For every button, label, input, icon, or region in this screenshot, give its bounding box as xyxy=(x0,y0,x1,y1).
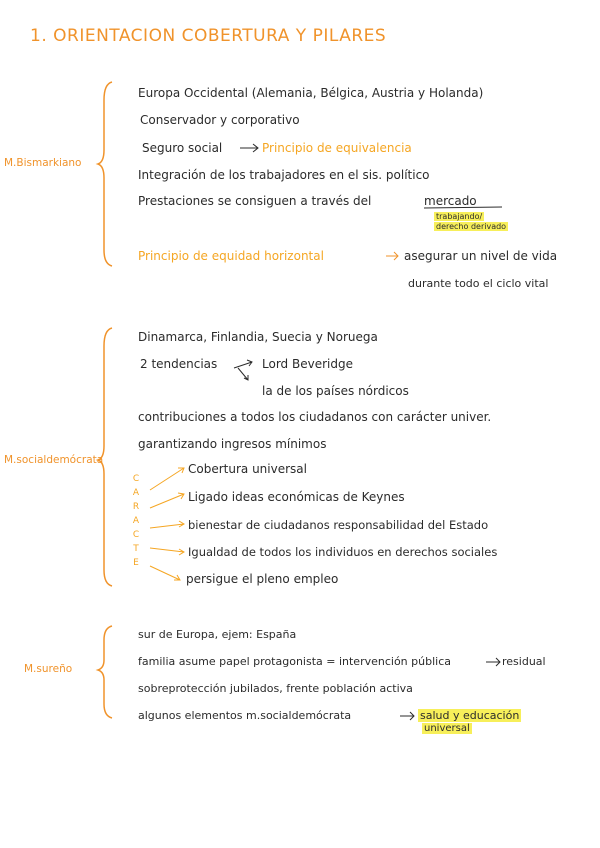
word-mercado: mercado xyxy=(424,194,477,208)
line-asegurar-nivel: asegurar un nivel de vida xyxy=(404,249,558,263)
characteristic-pleno-empleo: persigue el pleno empleo xyxy=(186,572,339,586)
page-title: 1. ORIENTACION COBERTURA Y PILARES xyxy=(30,26,387,46)
vertical-letter-6: T xyxy=(133,544,139,554)
brace-sureno xyxy=(98,626,112,718)
line-principio-equivalencia: Principio de equivalencia xyxy=(262,141,412,155)
line-paises-nordicos: Dinamarca, Finlandia, Suecia y Noruega xyxy=(138,330,378,344)
label-socialdemocrata: M.socialdemócrata xyxy=(4,454,104,466)
vertical-letter-7: E xyxy=(133,558,139,568)
label-bismarckiano: M.Bismarkiano xyxy=(4,157,82,169)
line-sur-de-europa: sur de Europa, ejem: España xyxy=(138,628,297,641)
line-sobreproteccion: sobreprotección jubilados, frente población activa xyxy=(138,682,413,695)
characteristic-keynes: Ligado ideas económicas de Keynes xyxy=(188,490,405,504)
arrow-equidad xyxy=(386,252,398,260)
line-integracion: Integración de los trabajadores en el sis. político xyxy=(138,168,430,182)
arrow-residual xyxy=(486,658,500,666)
highlight-salud-educacion: salud y educación xyxy=(420,709,520,722)
line-la-de-los-paises: la de los países nórdicos xyxy=(262,384,409,398)
arrow-seguro xyxy=(240,144,258,152)
note-trabajando: trabajando/ xyxy=(436,212,483,221)
arrow-salud xyxy=(400,712,414,720)
line-lord-beveridge: Lord Beveridge xyxy=(262,357,353,371)
line-equidad-horizontal: Principio de equidad horizontal xyxy=(138,249,324,263)
line-residual: residual xyxy=(502,655,546,668)
line-seguro-social: Seguro social xyxy=(142,141,223,155)
vertical-letter-3: R xyxy=(132,502,140,512)
vertical-letter-2: A xyxy=(132,488,140,498)
vertical-letter-4: A xyxy=(132,516,140,526)
highlight-universal: universal xyxy=(424,723,470,734)
characteristic-cobertura: Cobertura universal xyxy=(188,462,307,476)
label-sureno: M.sureño xyxy=(24,663,73,675)
brace-bismarckiano xyxy=(98,82,112,266)
arrow-tendencias-1 xyxy=(234,360,252,368)
line-prestaciones: Prestaciones se consiguen a través del xyxy=(138,194,372,208)
characteristic-bienestar: bienestar de ciudadanos responsabilidad del Estado xyxy=(188,518,489,532)
line-garantizando: garantizando ingresos mínimos xyxy=(138,437,327,451)
line-conservador: Conservador y corporativo xyxy=(140,113,300,127)
line-algunos-elementos: algunos elementos m.socialdemócrata xyxy=(138,709,352,722)
arrow-tendencias-2 xyxy=(238,368,248,380)
note-derecho-derivado: derecho derivado xyxy=(436,222,507,231)
line-ciclo-vital: durante todo el ciclo vital xyxy=(408,277,549,290)
line-europa-occidental: Europa Occidental (Alemania, Bélgica, Austria y Holanda) xyxy=(138,86,484,100)
vertical-letter-5: C xyxy=(132,530,140,540)
line-contribuciones: contribuciones a todos los ciudadanos con carácter univer. xyxy=(138,410,492,424)
line-2-tendencias: 2 tendencias xyxy=(140,357,218,371)
characteristics-arrows xyxy=(150,468,184,580)
line-familia: familia asume papel protagonista = intervención pública xyxy=(138,655,451,668)
characteristic-igualdad: Igualdad de todos los individuos en derechos sociales xyxy=(188,545,498,559)
vertical-letter-1: C xyxy=(132,474,140,484)
